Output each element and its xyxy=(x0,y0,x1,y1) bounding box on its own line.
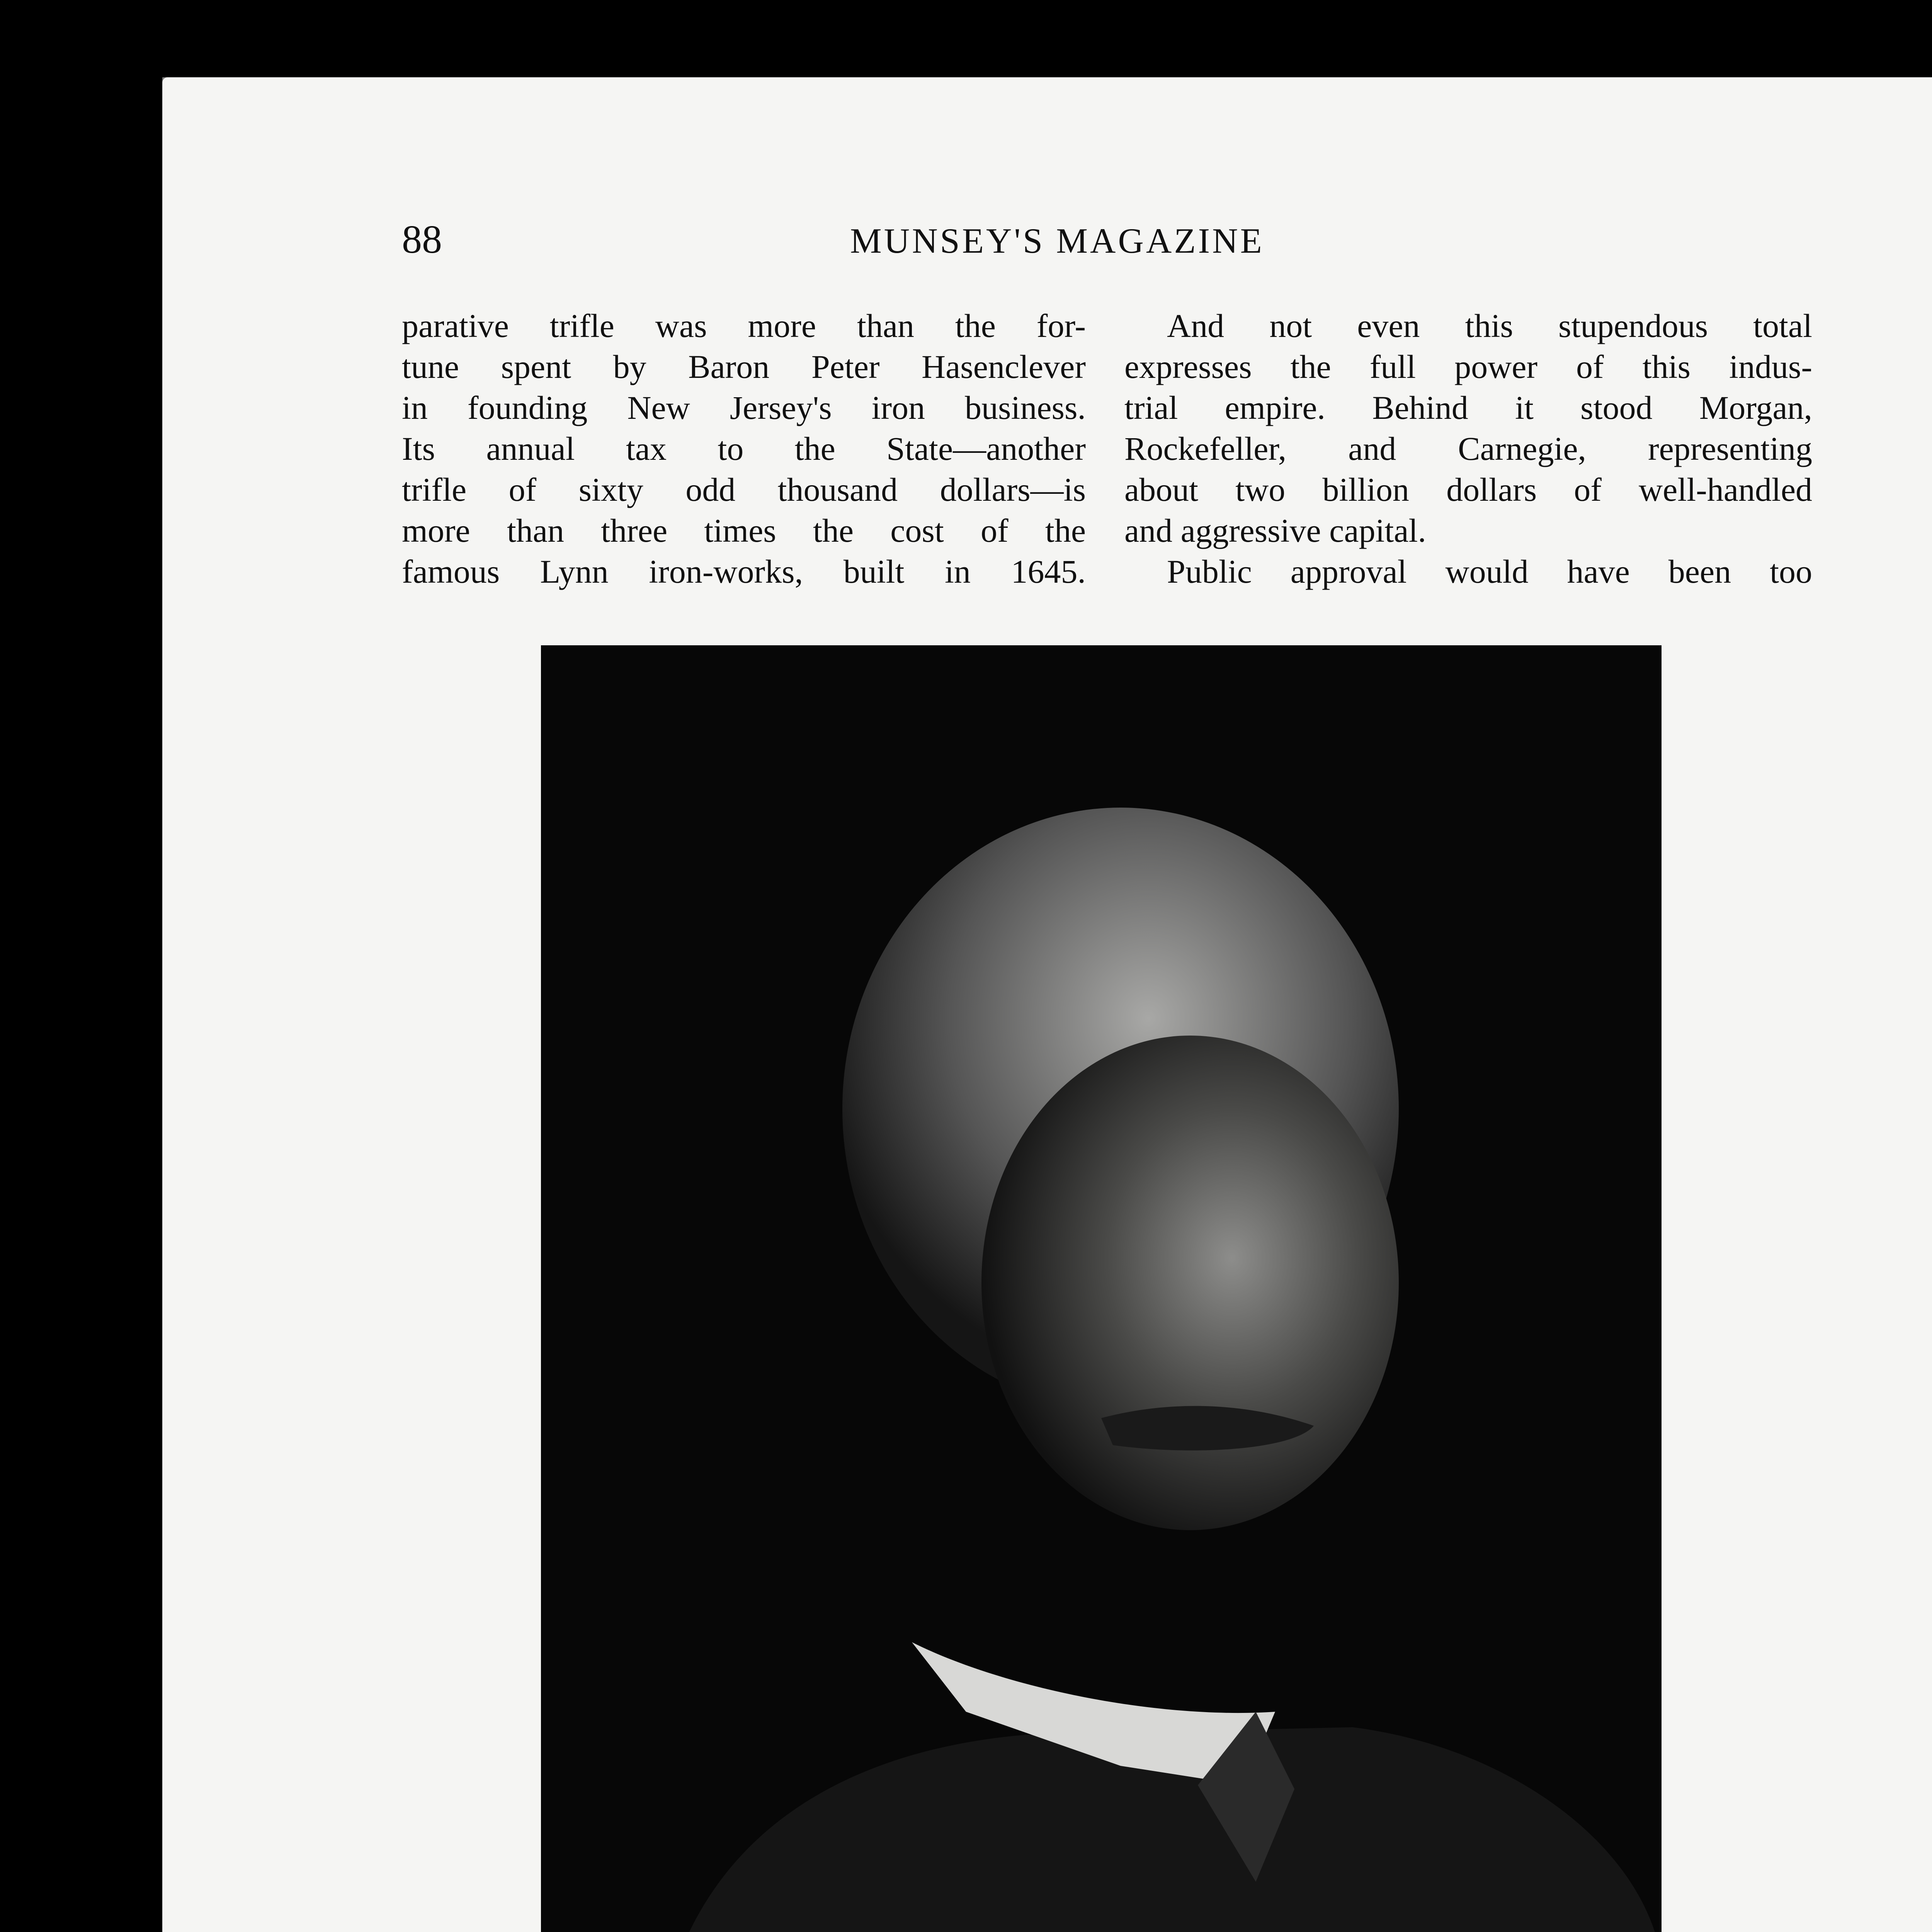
text-line: Its annual tax to the State—another xyxy=(402,430,1086,467)
text-line: And not even this stupendous total xyxy=(1167,307,1812,344)
portrait-figure xyxy=(541,645,1662,1932)
top-left-column xyxy=(402,305,1086,592)
portrait-photograph xyxy=(541,645,1662,1932)
top-right-column xyxy=(1124,305,1812,592)
text-line: trial empire. Behind it stood Morgan, xyxy=(1124,389,1812,426)
text-line: more than three times the cost of the xyxy=(402,512,1086,549)
running-header: MUNSEY'S MAGAZINE xyxy=(850,221,1264,260)
text-line: in founding New Jersey's iron business. xyxy=(402,389,1086,426)
text-line: trifle of sixty odd thousand dollars—is xyxy=(402,471,1086,508)
text-line: Public approval would have been too xyxy=(1167,553,1812,590)
text-line: expresses the full power of this indus- xyxy=(1124,348,1812,385)
text-line: parative trifle was more than the for- xyxy=(402,307,1086,344)
text-line: about two billion dollars of well-handled xyxy=(1124,471,1812,508)
text-line: tune spent by Baron Peter Hasenclever xyxy=(402,348,1086,385)
text-line: famous Lynn iron-works, built in 1645. xyxy=(402,553,1086,590)
text-line: and aggressive capital. xyxy=(1124,512,1426,549)
page-number: 88 xyxy=(402,217,442,262)
text-line: Rockefeller, and Carnegie, representing xyxy=(1124,430,1812,467)
